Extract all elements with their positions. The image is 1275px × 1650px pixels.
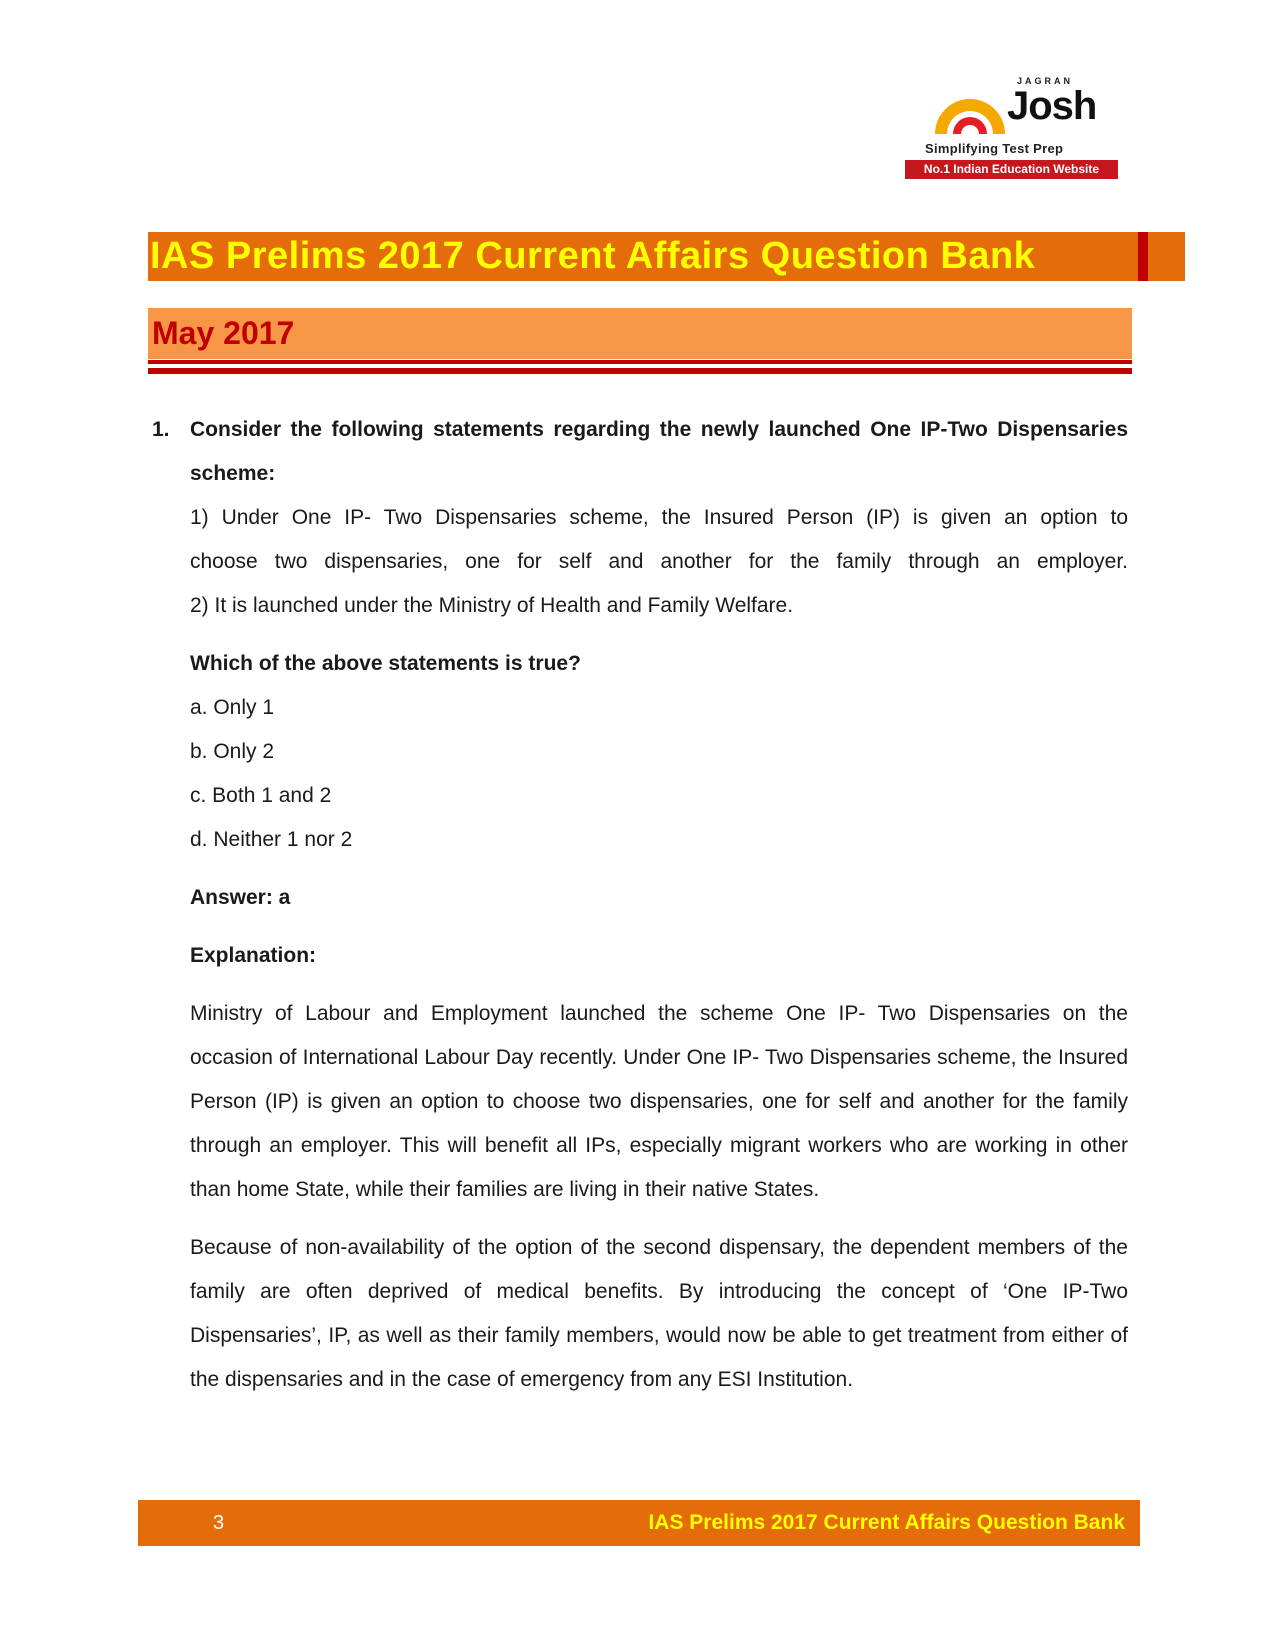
question-prompt: Which of the above statements is true? xyxy=(190,652,581,675)
answer: Answer: a xyxy=(190,886,291,909)
question-number: 1. xyxy=(152,418,170,441)
explanation-paragraph: Ministry of Labour and Employment launched the scheme One IP- Two Dispensaries on the occasion of International Labour Day recently. Under One IP- Two Dispensaries scheme, the Insured Person (IP) is given an option to choose two dispensaries, one for self and another for the family through an employer. This will benefit all IPs, especially migrant workers who are working in other than home State, while their families are living in their native States. xyxy=(190,1002,1128,1201)
option-a: a. Only 1 xyxy=(190,696,275,719)
statement-2: 2) It is launched under the Ministry of Health and Family Welfare. xyxy=(190,594,794,617)
page-title: IAS Prelims 2017 Current Affairs Question Bank xyxy=(150,235,1036,277)
divider xyxy=(148,360,1132,364)
month-heading: May 2017 xyxy=(152,315,295,351)
explanation-paragraph: Because of non-availability of the option of the second dispensary, the dependent members of the family are often deprived of medical benefits. By introducing the concept of ‘One IP-Two Dispensaries’, IP, as well as their family members, would now be able to get treatment from either of the dispensaries and in the case of emergency from any ESI Institution. xyxy=(190,1236,1128,1391)
footer-title: IAS Prelims 2017 Current Affairs Question Bank xyxy=(648,1511,1125,1534)
question-block xyxy=(152,408,1130,1402)
explanation-label: Explanation: xyxy=(190,944,317,967)
statement-1: 1) Under One IP- Two Dispensaries scheme, the Insured Person (IP) is given an option to xyxy=(190,506,1128,529)
question-stem: scheme: xyxy=(190,462,276,485)
logo-brand-main: Josh xyxy=(1007,84,1097,128)
title-accent xyxy=(1138,232,1148,281)
logo-brand-top: JAGRAN xyxy=(1017,76,1074,86)
month-bar xyxy=(148,308,1132,359)
question-stem: Consider the following statements regarding the newly launched One IP-Two Dispensaries xyxy=(190,418,1128,441)
sunrise-icon xyxy=(931,90,1009,136)
option-d: d. Neither 1 nor 2 xyxy=(190,828,353,851)
statement-1: choose two dispensaries, one for self and another for the family through an employer. xyxy=(190,550,1128,573)
page-number: 3 xyxy=(213,1512,225,1534)
jagran-josh-logo xyxy=(905,72,1120,184)
option-c: c. Both 1 and 2 xyxy=(190,784,332,807)
divider xyxy=(148,368,1132,374)
option-b: b. Only 2 xyxy=(190,740,275,763)
logo-strip: No.1 Indian Education Website xyxy=(905,160,1118,179)
logo-tagline: Simplifying Test Prep xyxy=(925,141,1064,156)
